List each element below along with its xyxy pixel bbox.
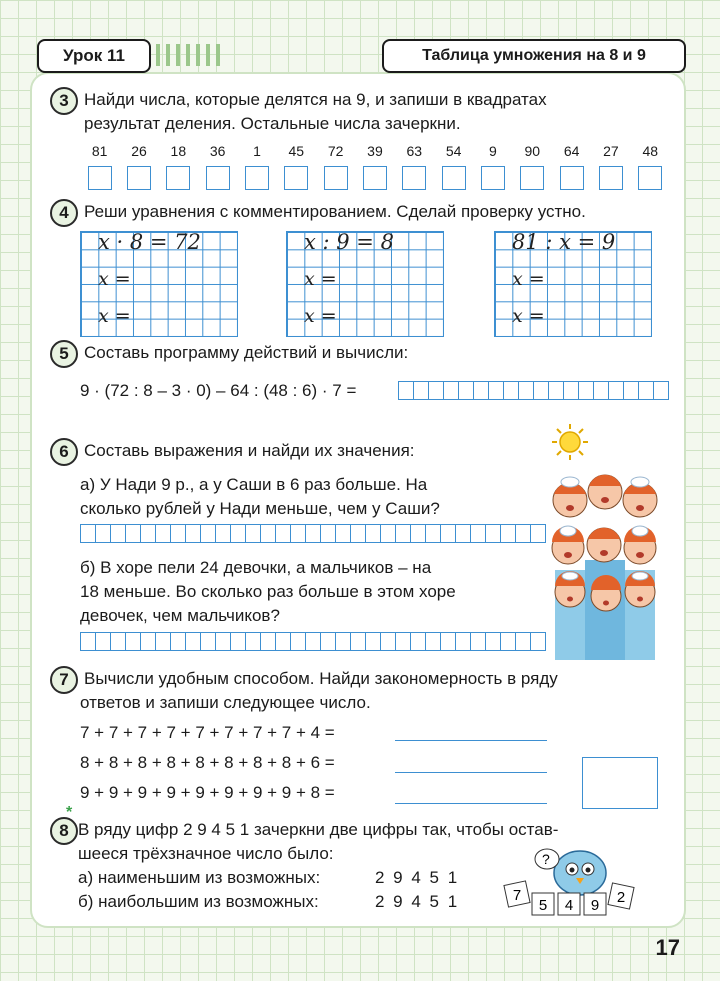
strip-cell[interactable] xyxy=(186,525,201,542)
strip-cell[interactable] xyxy=(351,633,366,650)
answer-strip[interactable] xyxy=(80,632,546,651)
strip-cell[interactable] xyxy=(534,382,549,399)
equation-3: 81 : x = 9 xyxy=(512,230,616,254)
strip-cell[interactable] xyxy=(396,633,411,650)
strip-cell[interactable] xyxy=(396,525,411,542)
strip-cell[interactable] xyxy=(111,525,126,542)
strip-cell[interactable] xyxy=(216,633,231,650)
strip-cell[interactable] xyxy=(459,382,474,399)
number-item[interactable]: 63 xyxy=(406,143,423,159)
answer-box[interactable] xyxy=(481,166,505,190)
task7-text: Вычисли удобным способом. Найди закономерность в ряду xyxy=(84,669,558,688)
x-equals: x = xyxy=(512,268,545,290)
strip-cell[interactable] xyxy=(96,525,111,542)
number-row xyxy=(80,143,670,159)
strip-cell[interactable] xyxy=(399,382,414,399)
strip-cell[interactable] xyxy=(441,633,456,650)
strip-cell[interactable] xyxy=(276,633,291,650)
strip-cell[interactable] xyxy=(126,633,141,650)
digits-b[interactable]: 2 9 4 5 1 xyxy=(375,892,460,911)
strip-cell[interactable] xyxy=(411,525,426,542)
strip-cell[interactable] xyxy=(501,633,516,650)
strip-cell[interactable] xyxy=(414,382,429,399)
strip-cell[interactable] xyxy=(126,525,141,542)
number-item[interactable]: 48 xyxy=(642,143,659,159)
answer-box[interactable] xyxy=(442,166,466,190)
x-equals: x = xyxy=(304,268,337,290)
x-equals: x = xyxy=(98,305,131,327)
number-item[interactable]: 27 xyxy=(603,143,619,159)
strip-cell[interactable] xyxy=(366,633,381,650)
strip-cell[interactable] xyxy=(489,382,504,399)
strip-cell[interactable] xyxy=(486,633,501,650)
strip-cell[interactable] xyxy=(156,633,171,650)
answer-box[interactable] xyxy=(599,166,623,190)
strip-cell[interactable] xyxy=(624,382,639,399)
question-mark: ? xyxy=(542,851,550,867)
decor-bars xyxy=(156,44,220,66)
strip-cell[interactable] xyxy=(291,525,306,542)
strip-cell[interactable] xyxy=(426,633,441,650)
number-item[interactable]: 90 xyxy=(524,143,541,159)
strip-cell[interactable] xyxy=(261,525,276,542)
topic-title: Таблица умножения на 8 и 9 xyxy=(382,39,686,73)
strip-cell[interactable] xyxy=(429,382,444,399)
number-item[interactable]: 72 xyxy=(327,143,344,159)
sum-row: 7 + 7 + 7 + 7 + 7 + 7 + 7 + 7 + 4 = xyxy=(80,723,335,742)
task8a-text: а) наименьшим из возможных: xyxy=(78,868,321,887)
sun-icon xyxy=(552,424,588,460)
strip-cell[interactable] xyxy=(471,525,486,542)
task5-expression: 9 · (72 : 8 – 3 · 0) – 64 : (48 : 6) · 7 = xyxy=(80,381,357,400)
x-equals: x = xyxy=(512,305,545,327)
x-equals: x = xyxy=(98,268,131,290)
strip-cell[interactable] xyxy=(654,382,668,399)
number-item[interactable]: 18 xyxy=(170,143,187,159)
answer-strip[interactable] xyxy=(398,381,669,400)
task-number: 5 xyxy=(50,340,78,368)
strip-cell[interactable] xyxy=(504,382,519,399)
task6a-text: сколько рублей у Нади меньше, чем у Саши? xyxy=(80,499,440,518)
answer-line[interactable] xyxy=(395,740,547,741)
digit-card: 4 xyxy=(564,897,574,914)
task3-text: Найди числа, которые делятся на 9, и запиши в квадратах xyxy=(84,90,547,109)
digit-card: 7 xyxy=(512,887,522,904)
strip-cell[interactable] xyxy=(171,633,186,650)
strip-cell[interactable] xyxy=(456,525,471,542)
number-item[interactable]: 26 xyxy=(131,143,147,159)
strip-cell[interactable] xyxy=(321,525,336,542)
sum-row: 8 + 8 + 8 + 8 + 8 + 8 + 8 + 8 + 6 = xyxy=(80,753,335,772)
answer-boxes xyxy=(80,166,670,190)
task7-text: ответов и запиши следующее число. xyxy=(80,693,371,712)
sum-row: 9 + 9 + 9 + 9 + 9 + 9 + 9 + 9 + 8 = xyxy=(80,783,335,802)
strip-cell[interactable] xyxy=(519,382,534,399)
strip-cell[interactable] xyxy=(381,525,396,542)
strip-cell[interactable] xyxy=(141,525,156,542)
task-number: 7 xyxy=(50,666,78,694)
task6b-text: б) В хоре пели 24 девочки, а мальчиков – на xyxy=(80,558,432,577)
strip-cell[interactable] xyxy=(231,525,246,542)
strip-cell[interactable] xyxy=(366,525,381,542)
number-item[interactable]: 39 xyxy=(367,143,383,159)
answer-box[interactable] xyxy=(88,166,112,190)
task6-text: Составь выражения и найди их значения: xyxy=(84,441,415,460)
strip-cell[interactable] xyxy=(201,633,216,650)
strip-cell[interactable] xyxy=(81,525,96,542)
bird-cards-illustration xyxy=(500,845,640,920)
strip-cell[interactable] xyxy=(441,525,456,542)
answer-line[interactable] xyxy=(395,772,547,773)
strip-cell[interactable] xyxy=(444,382,459,399)
number-item[interactable]: 81 xyxy=(91,143,108,159)
strip-cell[interactable] xyxy=(291,633,306,650)
task6a-text: а) У Нади 9 р., а у Саши в 6 раз больше. На xyxy=(80,475,428,494)
strip-cell[interactable] xyxy=(351,525,366,542)
strip-cell[interactable] xyxy=(501,525,516,542)
lesson-label: Урок 11 xyxy=(37,39,151,73)
equation-2: x : 9 = 8 xyxy=(304,230,394,254)
x-equals: x = xyxy=(304,305,337,327)
strip-cell[interactable] xyxy=(411,633,426,650)
strip-cell[interactable] xyxy=(639,382,654,399)
task-number: 8 xyxy=(50,817,78,845)
digit-card: 9 xyxy=(590,897,600,914)
number-item[interactable]: 9 xyxy=(489,143,497,159)
strip-cell[interactable] xyxy=(306,633,321,650)
strip-cell[interactable] xyxy=(336,633,351,650)
digit-card: 5 xyxy=(538,897,548,914)
task8b-text: б) наибольшим из возможных: xyxy=(78,892,319,911)
number-item[interactable]: 54 xyxy=(445,143,462,159)
number-item[interactable]: 45 xyxy=(288,143,305,159)
strip-cell[interactable] xyxy=(231,633,246,650)
answer-box[interactable] xyxy=(324,166,348,190)
strip-cell[interactable] xyxy=(564,382,579,399)
answer-box[interactable] xyxy=(206,166,230,190)
answer-box[interactable] xyxy=(245,166,269,190)
strip-cell[interactable] xyxy=(156,525,171,542)
strip-cell[interactable] xyxy=(171,525,186,542)
strip-cell[interactable] xyxy=(579,382,594,399)
strip-cell[interactable] xyxy=(186,633,201,650)
strip-cell[interactable] xyxy=(201,525,216,542)
equation-1: x · 8 = 72 xyxy=(98,230,201,254)
strip-cell[interactable] xyxy=(609,382,624,399)
strip-cell[interactable] xyxy=(141,633,156,650)
strip-cell[interactable] xyxy=(336,525,351,542)
strip-cell[interactable] xyxy=(381,633,396,650)
number-item[interactable]: 36 xyxy=(209,143,226,159)
answer-line[interactable] xyxy=(395,803,547,804)
task4-text: Реши уравнения с комментированием. Сделай проверку устно. xyxy=(84,202,586,221)
next-number-box[interactable] xyxy=(582,757,658,809)
strip-cell[interactable] xyxy=(471,633,486,650)
choir-illustration xyxy=(540,420,670,660)
strip-cell[interactable] xyxy=(456,633,471,650)
answer-box[interactable] xyxy=(520,166,544,190)
task3-text: результат деления. Остальные числа зачеркни. xyxy=(84,114,461,133)
number-item[interactable]: 1 xyxy=(253,143,261,159)
strip-cell[interactable] xyxy=(276,525,291,542)
task-number: 6 xyxy=(50,438,78,466)
answer-box[interactable] xyxy=(402,166,426,190)
strip-cell[interactable] xyxy=(321,633,336,650)
strip-cell[interactable] xyxy=(426,525,441,542)
strip-cell[interactable] xyxy=(111,633,126,650)
strip-cell[interactable] xyxy=(246,525,261,542)
answer-strip[interactable] xyxy=(80,524,546,543)
task-number: 4 xyxy=(50,199,78,227)
page-number: 17 xyxy=(655,935,680,960)
answer-box[interactable] xyxy=(127,166,151,190)
strip-cell[interactable] xyxy=(306,525,321,542)
strip-cell[interactable] xyxy=(96,633,111,650)
answer-box[interactable] xyxy=(363,166,387,190)
task8-text: В ряду цифр 2 9 4 5 1 зачеркни две цифры так, чтобы остав- xyxy=(78,820,559,839)
task6b-text: девочек, чем мальчиков? xyxy=(80,606,280,625)
star-icon: * xyxy=(66,804,73,821)
answer-box[interactable] xyxy=(638,166,662,190)
task-number: 3 xyxy=(50,87,78,115)
number-item[interactable]: 64 xyxy=(563,143,580,159)
strip-cell[interactable] xyxy=(261,633,276,650)
strip-cell[interactable] xyxy=(549,382,564,399)
task5-text: Составь программу действий и вычисли: xyxy=(84,343,409,362)
strip-cell[interactable] xyxy=(516,525,531,542)
answer-box[interactable] xyxy=(560,166,584,190)
answer-box[interactable] xyxy=(166,166,190,190)
strip-cell[interactable] xyxy=(246,633,261,650)
strip-cell[interactable] xyxy=(516,633,531,650)
strip-cell[interactable] xyxy=(594,382,609,399)
strip-cell[interactable] xyxy=(216,525,231,542)
strip-cell[interactable] xyxy=(486,525,501,542)
digits-a[interactable]: 2 9 4 5 1 xyxy=(375,868,460,887)
task6b-text: 18 меньше. Во сколько раз больше в этом хоре xyxy=(80,582,456,601)
digit-card: 2 xyxy=(616,889,626,906)
task8-text: шееся трёхзначное число было: xyxy=(78,844,334,863)
strip-cell[interactable] xyxy=(474,382,489,399)
strip-cell[interactable] xyxy=(81,633,96,650)
answer-box[interactable] xyxy=(284,166,308,190)
